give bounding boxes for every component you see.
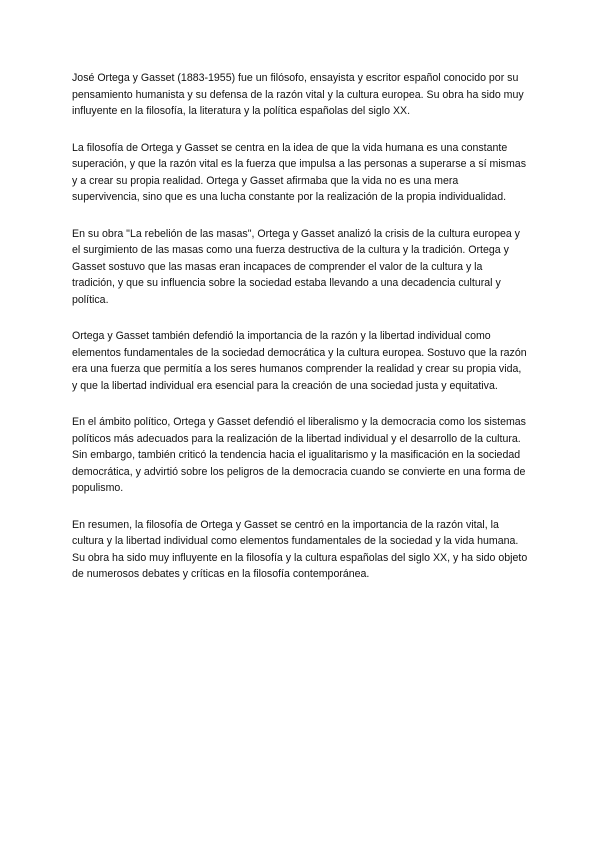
paragraph-politics: En el ámbito político, Ortega y Gasset defendió el liberalismo y la democracia como los sistemas políticos más adecuados para la realización de la libertad individual y el desarrollo de la cultura. Sin embargo, también criticó la tendencia hacia el igualitarismo y la masificación en la sociedad democrática, y advirtió sobre los peligros de la democracia cuando se convierte en una forma de populismo. xyxy=(72,416,526,494)
paragraph-intro: José Ortega y Gasset (1883-1955) fue un filósofo, ensayista y escritor español conocido por su pensamiento humanista y su defensa de la razón vital y la cultura europea. Su obra ha sido muy influyente en la filosofía, la literatura y la política españolas del siglo XX. xyxy=(72,72,524,117)
paragraph-rebellion-of-masses: En su obra "La rebelión de las masas", Ortega y Gasset analizó la crisis de la cultura europea y el surgimiento de las masas como una fuerza destructiva de la cultura y la tradición. Ortega y Gasset sostuvo que las masas eran incapaces de comprender el valor de la cultura y la tradición, y que su influencia sobre la sociedad estaba llevando a una decadencia cultural y política. xyxy=(72,227,520,306)
paragraph-philosophy: La filosofía de Ortega y Gasset se centra en la idea de que la vida humana es una constante superación, y que la razón vital es la fuerza que impulsa a las personas a superarse a sí mismas y a crear su propia realidad. Ortega y Gasset afirmaba que la vida no es una mera supervivencia, sino que es una lucha constante por la realización de la propia individualidad. xyxy=(72,141,526,203)
paragraph-reason-and-freedom: Ortega y Gasset también defendió la importancia de la razón y la libertad individual como elementos fundamentales de la sociedad democrática y la cultura europea. Sostuvo que la razón era una fuerza que permitía a los seres humanos comprender la realidad y crear su propia vida, y que la libertad individual era esencial para la creación de una sociedad justa y equitativa. xyxy=(72,330,527,392)
paragraph-summary: En resumen, la filosofía de Ortega y Gasset se centró en la importancia de la razón vital, la cultura y la libertad individual como elementos fundamentales de la sociedad y la vida humana. Su obra ha sido muy influyente en la filosofía y la cultura españolas del siglo XX, y ha sido objeto de numerosos debates y críticas en la filosofía contemporánea. xyxy=(72,518,528,580)
document-body xyxy=(72,70,528,603)
